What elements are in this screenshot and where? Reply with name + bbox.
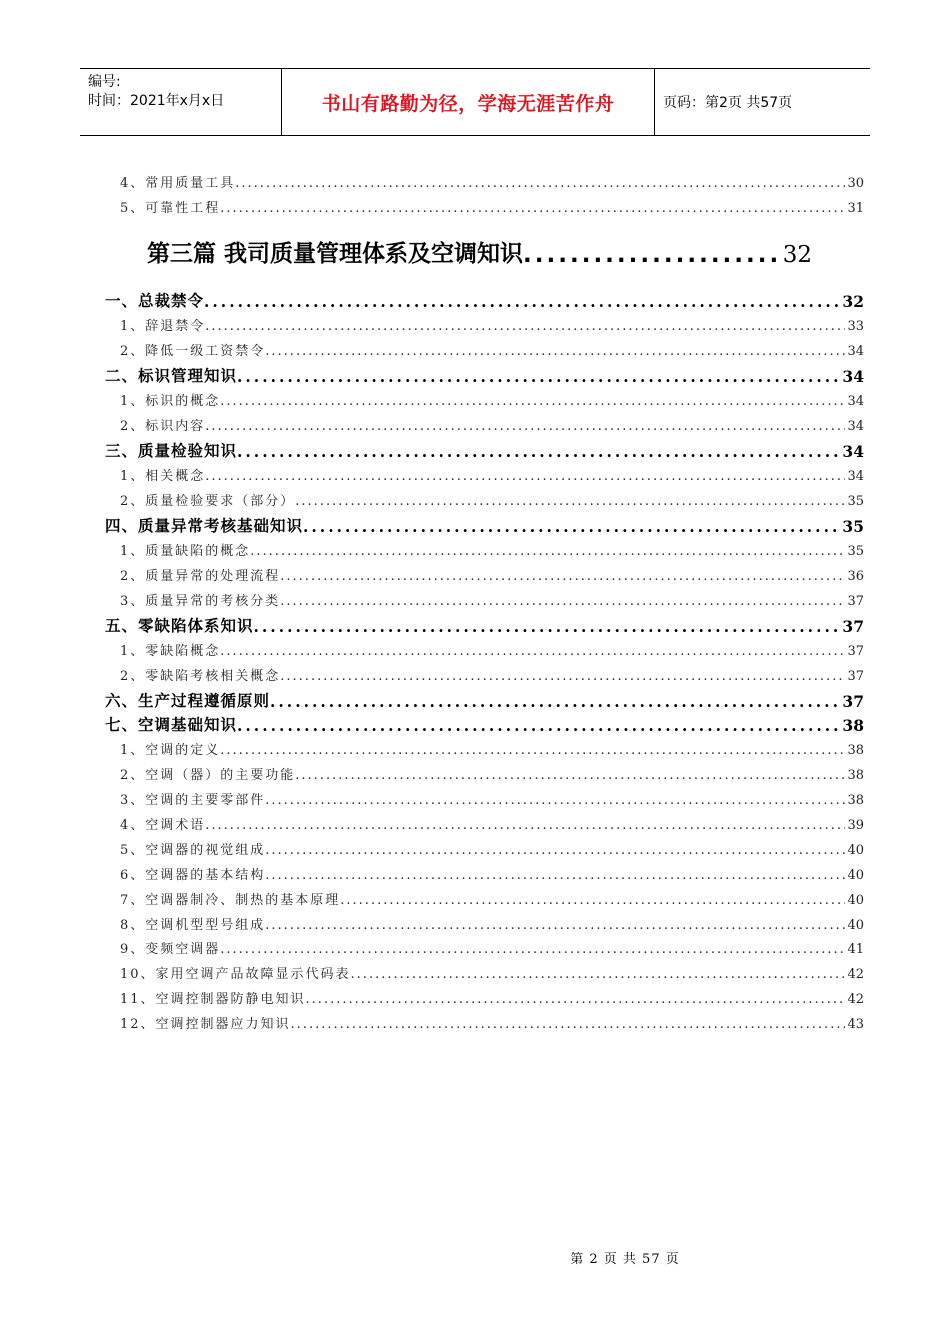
- toc-leader-dots: [205, 319, 845, 334]
- toc-leader-dots: [205, 419, 845, 434]
- toc-entry-label: 2、质量检验要求（部分）: [120, 494, 296, 509]
- toc-entry-label: 三、质量检验知识: [105, 441, 238, 460]
- toc-entry-label: 7、空调器制冷、制热的基本原理: [120, 893, 341, 908]
- header-time-label: 时间：2021年x月x日: [88, 93, 225, 109]
- toc-entry[interactable]: [120, 171, 864, 191]
- toc-leader-dots: [205, 818, 845, 833]
- toc-leader-dots: [220, 201, 845, 216]
- toc-entry-label: 第三篇 我司质量管理体系及空调知识: [147, 241, 524, 267]
- toc-leader-dots: [340, 893, 845, 908]
- toc-entry-page: 38: [847, 743, 864, 758]
- toc-leader-dots: [237, 442, 840, 461]
- toc-entry-page: 41: [847, 942, 864, 957]
- toc-entry[interactable]: [120, 196, 864, 216]
- toc-entry[interactable]: [147, 236, 812, 268]
- toc-entry-label: 2、标识内容: [120, 419, 206, 434]
- toc-entry-label: 2、降低一级工资禁令: [120, 344, 266, 359]
- toc-leader-dots: [270, 692, 840, 711]
- toc-entry[interactable]: [120, 314, 864, 334]
- toc-entry-label: 六、生产过程遵循原则: [105, 691, 271, 710]
- toc-entry[interactable]: [105, 514, 864, 536]
- header-number-label: 编号:: [88, 74, 121, 90]
- header-page-info: 页码：第2页 共57页: [663, 95, 793, 111]
- toc-entry-page: 37: [847, 669, 864, 684]
- toc-leader-dots: [265, 843, 845, 858]
- toc-leader-dots: [306, 992, 846, 1007]
- toc-entry-page: 40: [847, 918, 864, 933]
- toc-entry-page: 32: [842, 292, 864, 311]
- toc-entry-label: 二、标识管理知识: [105, 366, 238, 385]
- toc-leader-dots: [265, 344, 845, 359]
- toc-entry[interactable]: [120, 987, 864, 1007]
- toc-entry-label: 8、空调机型型号组成: [120, 918, 266, 933]
- toc-leader-dots: [351, 967, 846, 982]
- toc-entry-label: 1、相关概念: [120, 469, 206, 484]
- toc-leader-dots: [220, 942, 845, 957]
- toc-entry-page: 38: [842, 716, 864, 735]
- toc-entry-page: 34: [842, 367, 864, 386]
- toc-entry-page: 30: [847, 176, 864, 191]
- toc-entry-page: 32: [782, 242, 812, 268]
- toc-entry-label: 11、空调控制器防静电知识: [120, 992, 306, 1007]
- toc-leader-dots: [291, 1017, 846, 1032]
- toc-entry-page: 34: [847, 344, 864, 359]
- toc-leader-dots: [280, 669, 845, 684]
- toc-entry-label: 五、零缺陷体系知识: [105, 616, 254, 635]
- toc-entry-page: 37: [847, 644, 864, 659]
- toc-entry-label: 3、质量异常的考核分类: [120, 594, 281, 609]
- toc-entry[interactable]: [120, 763, 864, 783]
- toc-leader-dots: [254, 617, 841, 636]
- toc-entry-label: 3、空调的主要零部件: [120, 793, 266, 808]
- toc-leader-dots: [250, 544, 845, 559]
- toc-entry[interactable]: [120, 962, 864, 982]
- toc-entry[interactable]: [120, 888, 864, 908]
- toc-entry[interactable]: [120, 589, 864, 609]
- toc-entry-label: 1、标识的概念: [120, 394, 221, 409]
- toc-leader-dots: [265, 918, 845, 933]
- toc-entry-label: 2、零缺陷考核相关概念: [120, 669, 281, 684]
- toc-leader-dots: [265, 793, 845, 808]
- toc-entry-label: 四、质量异常考核基础知识: [105, 516, 304, 535]
- toc-entry-label: 9、变频空调器: [120, 942, 221, 957]
- toc-entry[interactable]: [105, 364, 864, 386]
- toc-entry-page: 42: [847, 967, 864, 982]
- header-motto: 书山有路勤为径，学海无涯苦作舟: [282, 69, 655, 135]
- toc-entry[interactable]: [120, 863, 864, 883]
- toc-entry[interactable]: [120, 414, 864, 434]
- toc-entry-label: 1、空调的定义: [120, 743, 221, 758]
- toc-entry-label: 5、可靠性工程: [120, 201, 221, 216]
- toc-entry[interactable]: [120, 639, 864, 659]
- toc-entry-page: 37: [842, 692, 864, 711]
- toc-entry-label: 10、家用空调产品故障显示代码表: [120, 967, 351, 982]
- toc-entry-page: 34: [842, 442, 864, 461]
- page-header: [80, 68, 870, 136]
- toc-entry-page: 40: [847, 868, 864, 883]
- toc-leader-dots: [205, 469, 845, 484]
- header-meta: [80, 69, 282, 135]
- toc-entry[interactable]: [120, 913, 864, 933]
- toc-entry-label: 1、零缺陷概念: [120, 644, 221, 659]
- toc-entry-page: 34: [847, 419, 864, 434]
- toc-entry-page: 31: [847, 201, 864, 216]
- toc-entry[interactable]: [120, 539, 864, 559]
- toc-entry-page: 39: [847, 818, 864, 833]
- toc-entry-page: 40: [847, 893, 864, 908]
- toc-entry-page: 37: [842, 617, 864, 636]
- toc-leader-dots: [523, 242, 781, 268]
- toc-leader-dots: [237, 367, 840, 386]
- toc-entry[interactable]: [105, 689, 864, 711]
- toc-entry-label: 七、空调基础知识: [105, 715, 238, 734]
- toc-entry-label: 2、空调（器）的主要功能: [120, 768, 296, 783]
- toc-entry[interactable]: [120, 738, 864, 758]
- toc-leader-dots: [220, 394, 845, 409]
- toc-leader-dots: [303, 517, 840, 536]
- toc-entry-label: 1、质量缺陷的概念: [120, 544, 251, 559]
- toc-entry-page: 34: [847, 469, 864, 484]
- toc-entry-page: 38: [847, 793, 864, 808]
- toc-leader-dots: [204, 292, 840, 311]
- toc-entry[interactable]: [120, 389, 864, 409]
- toc-entry[interactable]: [120, 339, 864, 359]
- toc-entry[interactable]: [120, 838, 864, 858]
- toc-leader-dots: [295, 768, 845, 783]
- toc-entry-label: 一、总裁禁令: [105, 291, 205, 310]
- toc-entry-page: 33: [847, 319, 864, 334]
- toc-entry[interactable]: [120, 664, 864, 684]
- page-footer: 第 2 页 共 57 页: [570, 1252, 680, 1267]
- toc-entry[interactable]: [120, 1012, 864, 1032]
- toc-entry-page: 38: [847, 768, 864, 783]
- toc-entry-page: 35: [847, 544, 864, 559]
- toc-leader-dots: [237, 716, 840, 735]
- toc-leader-dots: [220, 743, 845, 758]
- toc-entry-page: 37: [847, 594, 864, 609]
- toc-leader-dots: [220, 644, 845, 659]
- toc-entry[interactable]: [105, 439, 864, 461]
- toc-entry-page: 35: [842, 517, 864, 536]
- toc-entry[interactable]: [120, 788, 864, 808]
- toc-entry-page: 42: [847, 992, 864, 1007]
- toc-entry-label: 2、质量异常的处理流程: [120, 569, 281, 584]
- toc-entry-page: 40: [847, 843, 864, 858]
- toc-entry[interactable]: [120, 813, 864, 833]
- toc-entry-page: 43: [847, 1017, 864, 1032]
- toc-entry-label: 4、空调术语: [120, 818, 206, 833]
- toc-leader-dots: [295, 494, 845, 509]
- toc-leader-dots: [280, 594, 845, 609]
- toc-entry-label: 6、空调器的基本结构: [120, 868, 266, 883]
- toc-entry-label: 5、空调器的视觉组成: [120, 843, 266, 858]
- toc-entry-page: 34: [847, 394, 864, 409]
- toc-entry[interactable]: [120, 937, 864, 957]
- toc-entry[interactable]: [120, 489, 864, 509]
- toc-entry[interactable]: [105, 289, 864, 311]
- toc-leader-dots: [265, 868, 845, 883]
- toc-entry[interactable]: [105, 713, 864, 735]
- toc-entry-label: 1、辞退禁令: [120, 319, 206, 334]
- toc-entry[interactable]: [105, 614, 864, 636]
- toc-entry[interactable]: [120, 464, 864, 484]
- toc-entry-label: 12、空调控制器应力知识: [120, 1017, 291, 1032]
- toc-leader-dots: [280, 569, 845, 584]
- toc-entry-page: 35: [847, 494, 864, 509]
- toc-entry-page: 36: [847, 569, 864, 584]
- toc-entry[interactable]: [120, 564, 864, 584]
- toc-entry-label: 4、常用质量工具: [120, 176, 236, 191]
- toc-leader-dots: [235, 176, 845, 191]
